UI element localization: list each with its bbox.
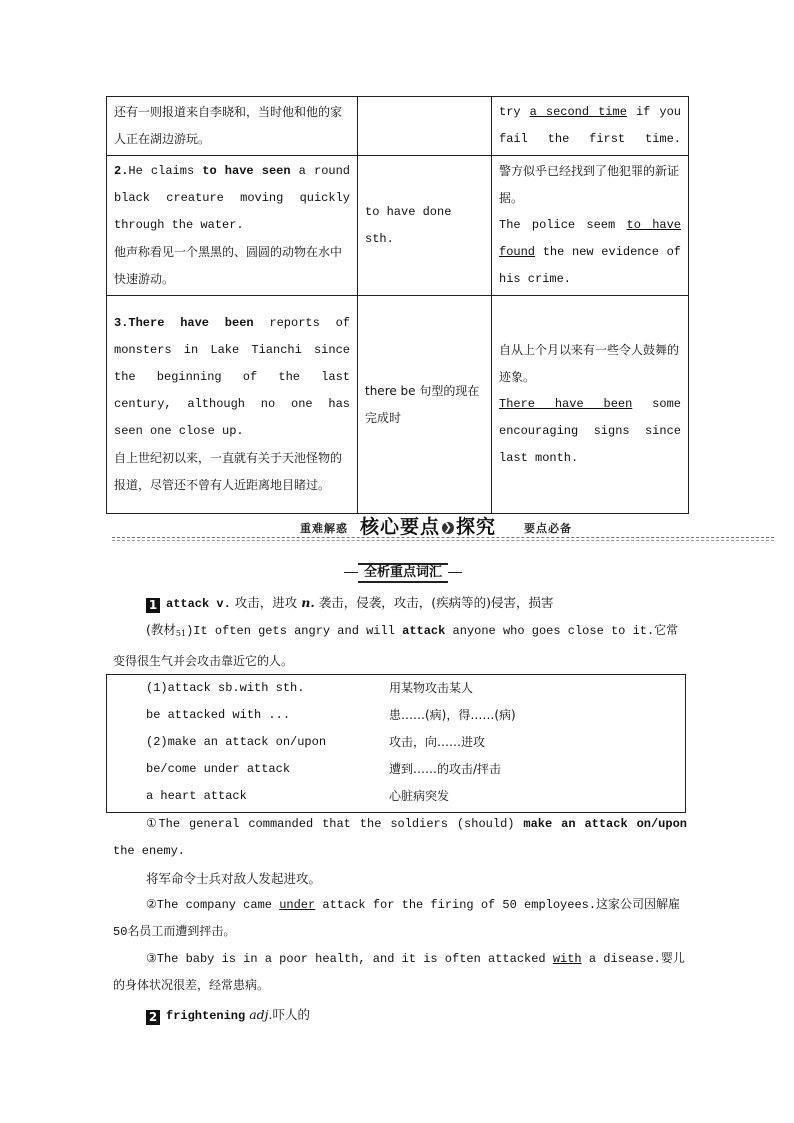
underlined-phrase: under: [279, 898, 316, 912]
section-banner: [112, 512, 774, 542]
divider: [112, 540, 774, 541]
phrase-row: [107, 783, 685, 810]
entry-pos: n.: [301, 595, 315, 610]
entry-number-badge: 1: [146, 598, 160, 613]
phrase-en: a heart attack: [146, 789, 247, 803]
textbook-example: [113, 616, 687, 676]
underlined-phrase: a second time: [529, 105, 627, 119]
banner-right-label: 要点必备: [524, 522, 572, 535]
example-text: )It often gets angry and will: [186, 624, 403, 638]
cell-text: reports of monsters in Lake Tianchi since the beginning of the last century, although no one has seen one close up.: [114, 316, 350, 438]
subsection-title: [344, 563, 462, 581]
cell-text-zh: 警方似乎已经找到了他犯罪的新证据。: [499, 164, 680, 205]
table-row: [107, 156, 689, 296]
item-number: 3.: [114, 316, 129, 330]
table-cell: [358, 156, 492, 296]
entry-number-badge: 2: [146, 1010, 160, 1025]
phrase-en: (1)attack sb.with sth.: [146, 681, 305, 695]
chevron-right-icon: ❯: [443, 521, 453, 533]
bold-phrase: There have been: [128, 316, 254, 330]
example-sentence: [113, 811, 687, 865]
bold-phrase: attack: [402, 624, 446, 638]
example-text: anyone who goes close to it.它常变得很生气并会攻击靠近它的人。: [113, 624, 679, 669]
cell-text: the new evidence of his crime.: [499, 245, 681, 286]
phrase-zh: 攻击，向……进攻: [389, 735, 486, 749]
cell-text-zh: 还有一则报道来自李晓和，当时他和他的家人正在湖边游玩。: [114, 105, 343, 146]
divider: [344, 572, 358, 573]
item-number: 2.: [114, 164, 129, 178]
table-cell: [358, 296, 492, 514]
cell-text-zh: 自上世纪初以来，一直就有关于天池怪物的报道，尽管还不曾有人近距离地目睹过。: [114, 451, 343, 492]
pattern-text: there be 句型的现在完成时: [365, 383, 480, 425]
banner-title-a: 核心要点: [360, 516, 441, 538]
cell-text: some encouraging signs since last month.: [499, 397, 681, 465]
example-sentence: [113, 892, 687, 946]
table-cell: [492, 97, 689, 156]
example-translation: 将军命令士兵对敌人发起进攻。: [146, 871, 322, 886]
table-cell: [107, 97, 358, 156]
entry-pos: adj.: [249, 1007, 273, 1022]
example-text: a disease.婴儿的身体状况很差，经常患病。: [113, 952, 685, 993]
cell-text: a round black creature moving quickly through the water.: [114, 164, 351, 232]
example-text: attack for the firing of 50 employees.这家公司因解雇50名员工而遭到抨击。: [113, 898, 681, 939]
entry-word: attack v.: [166, 597, 231, 611]
banner-left-label: 重难解惑: [300, 522, 348, 535]
underlined-phrase: There have been: [499, 397, 633, 411]
phrase-box: [106, 674, 686, 813]
entry-meaning: 攻击，进攻: [234, 595, 298, 610]
grammar-table: [106, 96, 689, 514]
table-row: [107, 296, 689, 514]
underlined-phrase: with: [552, 952, 582, 966]
phrase-en: be/come under attack: [146, 762, 291, 776]
example-text: ③The baby is in a poor health, and it is often attacked: [146, 952, 553, 966]
example-text: ①The general commanded that the soldiers (should): [146, 817, 524, 831]
cell-text-zh: 自从上个月以来有一些令人鼓舞的迹象。: [499, 343, 680, 384]
cell-text: try: [499, 105, 530, 119]
banner-title: [360, 512, 496, 539]
example-sentence: [113, 946, 687, 1000]
table-row: [107, 97, 689, 156]
cell-text-zh: 他声称看见一个黑黑的、圆圆的动物在水中快速游动。: [114, 245, 343, 286]
cell-text: He claims: [128, 164, 203, 178]
table-cell: [492, 156, 689, 296]
table-cell: [107, 296, 358, 514]
phrase-row: [107, 702, 685, 729]
vocab-entry-heading: [146, 1005, 310, 1025]
entry-word: frightening: [166, 1009, 246, 1023]
divider: [448, 572, 462, 573]
phrase-zh: 用某物攻击某人: [389, 681, 474, 695]
divider: [112, 537, 774, 538]
cell-text: The police seem: [499, 218, 627, 232]
phrase-en: (2)make an attack on/upon: [146, 735, 327, 749]
phrase-zh: 心脏病突发: [389, 789, 450, 803]
pattern-text: to have done sth.: [365, 204, 452, 246]
phrase-en: be attacked with ...: [146, 708, 291, 722]
vocab-entry-heading: [146, 593, 554, 613]
source-page: 51: [175, 629, 187, 638]
bold-phrase: to have seen: [202, 164, 291, 178]
example-text: the enemy.: [113, 844, 186, 858]
table-cell: [107, 156, 358, 296]
table-cell: [358, 97, 492, 156]
subsection-label: 全析重点词汇: [358, 563, 448, 583]
phrase-row: [107, 729, 685, 756]
source-label: (教材: [146, 622, 176, 637]
example-text: ②The company came: [146, 898, 280, 912]
banner-title-b: 探究: [456, 516, 497, 538]
entry-meaning: 吓人的: [272, 1007, 311, 1022]
phrase-row: [107, 675, 685, 702]
table-cell: [492, 296, 689, 514]
phrase-row: [107, 756, 685, 783]
underlined-phrase: to have found: [499, 218, 681, 259]
phrase-zh: 遭到……的攻击/抨击: [389, 762, 502, 776]
bold-phrase: make an attack on/upon: [523, 817, 687, 831]
entry-meaning: 袭击，侵袭，攻击，(疾病等的)侵害，损害: [318, 595, 554, 610]
cell-text: if you fail the first time.: [499, 105, 681, 146]
phrase-zh: 患……(病)，得……(病): [389, 708, 516, 722]
